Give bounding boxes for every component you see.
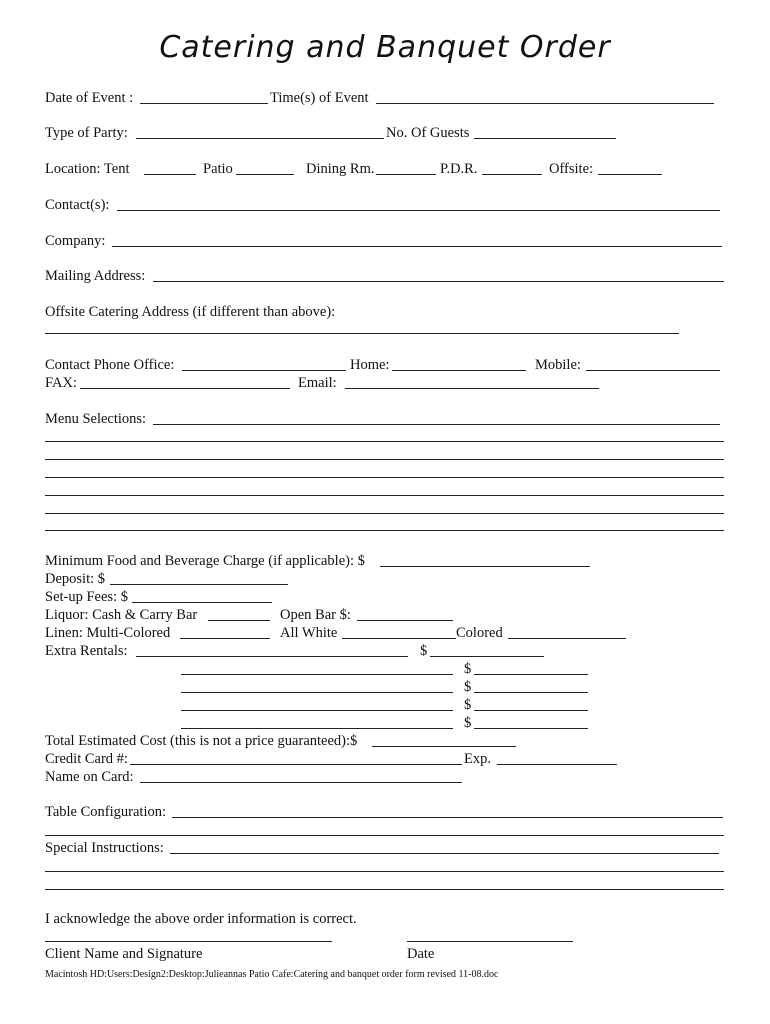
client-signature-label: Client Name and Signature [45, 946, 203, 962]
setup-fees-field[interactable] [132, 602, 272, 603]
extra-rentals-label: Extra Rentals: [45, 643, 128, 659]
table-configuration-label: Table Configuration: [45, 804, 166, 820]
exp-label: Exp. [464, 751, 491, 767]
location-tent-label: Location: Tent [45, 161, 130, 177]
special-instructions-label: Special Instructions: [45, 840, 164, 856]
extra-rentals-item-field[interactable] [181, 692, 453, 693]
mailing-address-field[interactable] [153, 281, 724, 282]
minimum-charge-label: Minimum Food and Beverage Charge (if applicable): $ [45, 553, 365, 569]
deposit-label: Deposit: $ [45, 571, 106, 587]
date-of-event-field[interactable] [140, 103, 268, 104]
extra-rentals-amount-field[interactable] [474, 728, 588, 729]
menu-selections-line[interactable] [45, 495, 724, 496]
location-tent-field[interactable] [144, 174, 196, 175]
contacts-label: Contact(s): [45, 197, 110, 213]
linen-colored-label: Colored [456, 625, 503, 641]
form-title: Catering and Banquet Order [159, 30, 611, 65]
table-configuration-line[interactable] [45, 835, 724, 836]
footer-file-path: Macintosh HD:Users:Design2:Desktop:Julieannas Patio Cafe:Catering and banquet order form revised 11-08.doc [45, 969, 499, 980]
acknowledge-text: I acknowledge the above order information is correct. [45, 911, 357, 927]
menu-selections-line[interactable] [45, 459, 724, 460]
home-phone-field[interactable] [392, 370, 526, 371]
menu-selections-line[interactable] [45, 441, 724, 442]
extra-rentals-item-field[interactable] [136, 656, 408, 657]
liquor-cash-carry-field[interactable] [208, 620, 270, 621]
offsite-label: Offsite: [549, 161, 594, 177]
company-label: Company: [45, 233, 106, 249]
contact-phone-office-label: Contact Phone Office: [45, 357, 175, 373]
contacts-field[interactable] [117, 210, 720, 211]
total-estimated-cost-label: Total Estimated Cost (this is not a price guaranteed):$ [45, 733, 358, 749]
table-configuration-field[interactable] [172, 817, 723, 818]
linen-all-white-label: All White [280, 625, 338, 641]
offsite-catering-address-label: Offsite Catering Address (if different than above): [45, 304, 336, 320]
contact-phone-office-field[interactable] [182, 370, 346, 371]
dining-rm-label: Dining Rm. [306, 161, 375, 177]
extra-rentals-item-field[interactable] [181, 710, 453, 711]
type-of-party-field[interactable] [136, 138, 384, 139]
linen-all-white-field[interactable] [342, 638, 456, 639]
patio-label: Patio [203, 161, 233, 177]
times-of-event-field[interactable] [376, 103, 714, 104]
pdr-field[interactable] [482, 174, 542, 175]
patio-field[interactable] [236, 174, 294, 175]
company-field[interactable] [112, 246, 722, 247]
liquor-cash-carry-label: Liquor: Cash & Carry Bar [45, 607, 198, 623]
extra-rentals-item-field[interactable] [181, 674, 453, 675]
extra-rentals-dollar: $ [464, 661, 472, 677]
client-signature-field[interactable] [45, 941, 332, 942]
name-on-card-field[interactable] [140, 782, 462, 783]
open-bar-field[interactable] [357, 620, 453, 621]
menu-selections-line[interactable] [45, 513, 724, 514]
extra-rentals-dollar: $ [420, 643, 428, 659]
special-instructions-line[interactable] [45, 871, 724, 872]
no-of-guests-label: No. Of Guests [386, 125, 470, 141]
menu-selections-line[interactable] [45, 477, 724, 478]
extra-rentals-amount-field[interactable] [474, 692, 588, 693]
times-of-event-label: Time(s) of Event [270, 90, 369, 106]
exp-date-field[interactable] [497, 764, 617, 765]
linen-multi-colored-label: Linen: Multi-Colored [45, 625, 171, 641]
dining-rm-field[interactable] [376, 174, 436, 175]
name-on-card-label: Name on Card: [45, 769, 134, 785]
email-field[interactable] [345, 388, 599, 389]
offsite-field[interactable] [598, 174, 662, 175]
fax-label: FAX: [45, 375, 77, 391]
extra-rentals-amount-field[interactable] [430, 656, 544, 657]
setup-fees-label: Set-up Fees: $ [45, 589, 128, 605]
total-estimated-cost-field[interactable] [372, 746, 516, 747]
mobile-phone-field[interactable] [586, 370, 720, 371]
mobile-phone-label: Mobile: [535, 357, 581, 373]
home-phone-label: Home: [350, 357, 390, 373]
fax-field[interactable] [80, 388, 290, 389]
deposit-field[interactable] [110, 584, 288, 585]
credit-card-label: Credit Card #: [45, 751, 128, 767]
signature-date-field[interactable] [407, 941, 573, 942]
menu-selections-label: Menu Selections: [45, 411, 147, 427]
email-label: Email: [298, 375, 337, 391]
extra-rentals-item-field[interactable] [181, 728, 453, 729]
pdr-label: P.D.R. [440, 161, 478, 177]
date-label: Date [407, 946, 435, 962]
no-of-guests-field[interactable] [474, 138, 616, 139]
menu-selections-line[interactable] [45, 530, 724, 531]
minimum-charge-field[interactable] [380, 566, 590, 567]
special-instructions-field[interactable] [170, 853, 719, 854]
extra-rentals-dollar: $ [464, 715, 472, 731]
offsite-catering-address-field[interactable] [45, 333, 679, 334]
menu-selections-field[interactable] [153, 424, 720, 425]
credit-card-number-field[interactable] [130, 764, 462, 765]
special-instructions-line[interactable] [45, 889, 724, 890]
linen-multi-colored-field[interactable] [180, 638, 270, 639]
date-of-event-label: Date of Event : [45, 90, 134, 106]
open-bar-label: Open Bar $: [280, 607, 351, 623]
mailing-address-label: Mailing Address: [45, 268, 146, 284]
linen-colored-field[interactable] [508, 638, 626, 639]
extra-rentals-dollar: $ [464, 697, 472, 713]
extra-rentals-dollar: $ [464, 679, 472, 695]
extra-rentals-amount-field[interactable] [474, 674, 588, 675]
extra-rentals-amount-field[interactable] [474, 710, 588, 711]
type-of-party-label: Type of Party: [45, 125, 128, 141]
